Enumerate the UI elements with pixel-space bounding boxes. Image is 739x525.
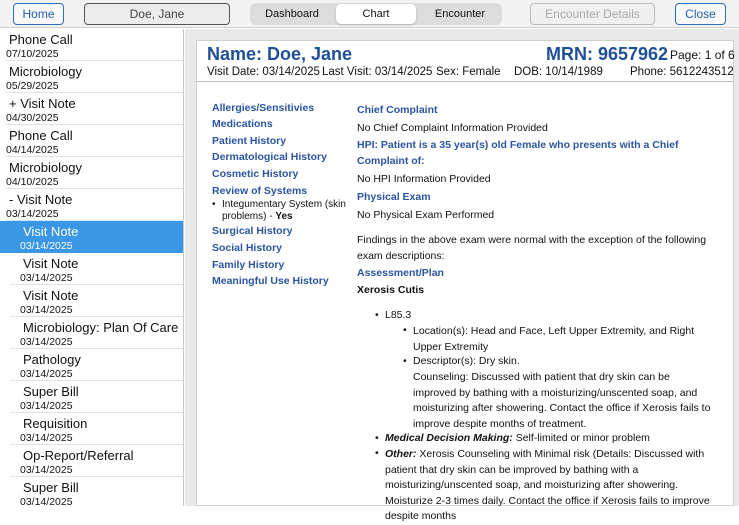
diagnosis-code: L85.3: [385, 309, 412, 321]
chart-document[interactable]: [196, 40, 735, 522]
mdm-label: Medical Decision Making:: [385, 432, 513, 444]
chief-complaint-text: No Chief Complaint Information Provided: [357, 122, 548, 134]
other-label: Other:: [385, 448, 417, 460]
nav-meaningful-use-history[interactable]: Meaningful Use History: [212, 275, 329, 287]
list-item-title: Microbiology: Plan Of Care: [23, 320, 179, 335]
list-item[interactable]: [0, 157, 183, 189]
close-button[interactable]: Close: [675, 3, 726, 25]
visit-date: Visit Date: 03/14/2025: [207, 66, 320, 78]
list-item[interactable]: [0, 445, 183, 477]
locations: Location(s): Head and Face, Left Upper Extremity, and Right Upper Extremity: [413, 325, 695, 353]
list-item-date: 03/14/2025: [20, 272, 73, 284]
list-item-date: 03/14/2025: [20, 496, 73, 506]
list-item-title: Visit Note: [23, 288, 79, 303]
nav-surgical-history[interactable]: Surgical History: [212, 225, 293, 237]
list-item-title: Requisition: [23, 416, 88, 431]
hpi-heading: HPI: Patient is a 35 year(s) old Female who presents with a Chief Complaint of:: [357, 139, 679, 167]
list-item-title: - Visit Note: [9, 192, 73, 207]
list-item-date: 05/29/2025: [6, 80, 59, 92]
list-item-date: 03/14/2025: [20, 240, 73, 252]
list-item[interactable]: [0, 61, 183, 93]
list-item[interactable]: [0, 413, 183, 445]
findings-text: Findings in the above exam were normal with the exception of the following exam descriptions:: [357, 234, 707, 262]
other-plan: [385, 447, 715, 525]
list-item[interactable]: [0, 125, 183, 157]
bullet-icon: •: [403, 355, 407, 367]
list-item-title: Visit Note: [23, 256, 79, 271]
tab-dashboard[interactable]: Dashboard: [265, 8, 319, 20]
view-segmented-control: [250, 3, 502, 25]
tab-chart[interactable]: Chart: [336, 4, 416, 24]
top-toolbar: [0, 0, 739, 28]
tab-encounter[interactable]: Encounter: [434, 8, 486, 20]
header-divider: [197, 81, 733, 82]
nav-family-history[interactable]: Family History: [212, 259, 285, 271]
medical-decision-making: [385, 432, 650, 444]
list-item-title: Super Bill: [23, 480, 79, 495]
patient-name-heading: Name: Doe, Jane: [207, 44, 353, 64]
list-item[interactable]: [0, 317, 183, 349]
list-item-title: Super Bill: [23, 384, 79, 399]
list-item-title: Phone Call: [9, 32, 73, 47]
physical-exam-heading: Physical Exam: [357, 191, 431, 203]
list-item[interactable]: [0, 477, 183, 506]
diagnosis: Xerosis Cutis: [357, 284, 425, 296]
page-indicator: Page: 1 of 6: [670, 48, 735, 62]
list-item-date: 04/10/2025: [6, 176, 59, 188]
nav-cosmetic-history[interactable]: Cosmetic History: [212, 168, 299, 180]
nav-patient-history[interactable]: Patient History: [212, 135, 287, 147]
ros-item-text: Integumentary System (skin problems) -: [222, 199, 346, 222]
bullet-icon: •: [375, 432, 379, 444]
dob: DOB: 10/14/1989: [514, 66, 603, 78]
assessment-heading: Assessment/Plan: [357, 267, 444, 279]
other-text: Xerosis Counseling with Minimal risk (Details: Discussed with patient that dry skin can be improved by bathing with a moisturizing/unscented soap, and moisturizing after showering. Moisturize 2-3 times daily. Contact the office if Xerosis fails to improve despite months: [385, 448, 710, 522]
counseling: Counseling: Discussed with patient that dry skin can be improved by bathing with a moisturizing/unscented soap, and moisturizing after showering. Contact the office if Xerosis fails to improve despite months of treatment.: [413, 371, 711, 430]
phone: Phone: 5612243512: [630, 66, 734, 78]
bullet-icon: •: [375, 309, 379, 321]
list-item-date: 03/14/2025: [20, 432, 73, 444]
list-item[interactable]: [0, 253, 183, 285]
list-item-date: 07/10/2025: [6, 48, 59, 60]
bullet-icon: •: [403, 324, 407, 336]
list-item[interactable]: [0, 29, 183, 61]
list-item-date: 04/14/2025: [6, 144, 59, 156]
list-item-title: + Visit Note: [9, 96, 76, 111]
nav-medications[interactable]: Medications: [212, 118, 273, 130]
nav-review-of-systems[interactable]: Review of Systems: [212, 185, 308, 197]
list-item-title: Pathology: [23, 352, 81, 367]
list-item-title: Op-Report/Referral: [23, 448, 134, 463]
mrn-heading: MRN: 9657962: [546, 44, 669, 64]
list-item-title: Visit Note: [23, 224, 79, 239]
ros-item-value: Yes: [275, 211, 293, 222]
hpi-text: No HPI Information Provided: [357, 173, 491, 185]
chart-document-list[interactable]: [0, 29, 184, 506]
list-item-date: 04/30/2025: [6, 112, 59, 124]
list-item-title: Microbiology: [9, 64, 82, 79]
list-item[interactable]: [0, 349, 183, 381]
patient-name-button[interactable]: Doe, Jane: [84, 3, 230, 25]
last-visit: Last Visit: 03/14/2025: [322, 66, 433, 78]
physical-exam-text: No Physical Exam Performed: [357, 209, 495, 221]
list-item-selected[interactable]: [0, 221, 183, 253]
list-item[interactable]: [0, 285, 183, 317]
encounter-details-button[interactable]: Encounter Details: [530, 3, 655, 25]
list-item-title: Phone Call: [9, 128, 73, 143]
list-item[interactable]: [0, 93, 183, 125]
nav-allergies[interactable]: Allergies/Sensitivies: [212, 102, 315, 114]
nav-social-history[interactable]: Social History: [212, 242, 283, 254]
bullet-icon: •: [212, 199, 216, 210]
home-button[interactable]: Home: [13, 3, 64, 25]
list-item-date: 03/14/2025: [20, 464, 73, 476]
descriptors: Descriptor(s): Dry skin.: [413, 355, 520, 367]
list-item-title: Microbiology: [9, 160, 82, 175]
list-item[interactable]: [0, 381, 183, 413]
list-item-date: 03/14/2025: [6, 208, 59, 220]
list-item-date: 03/14/2025: [20, 304, 73, 316]
mdm-text: Self-limited or minor problem: [512, 432, 650, 444]
bullet-icon: •: [375, 447, 379, 459]
list-item-date: 03/14/2025: [20, 400, 73, 412]
chief-complaint-heading: Chief Complaint: [357, 104, 438, 116]
list-item[interactable]: [0, 189, 183, 221]
list-item-date: 03/14/2025: [20, 368, 73, 380]
sex: Sex: Female: [436, 66, 501, 78]
nav-dermatological-history[interactable]: Dermatological History: [212, 151, 327, 163]
list-item-date: 03/14/2025: [20, 336, 73, 348]
